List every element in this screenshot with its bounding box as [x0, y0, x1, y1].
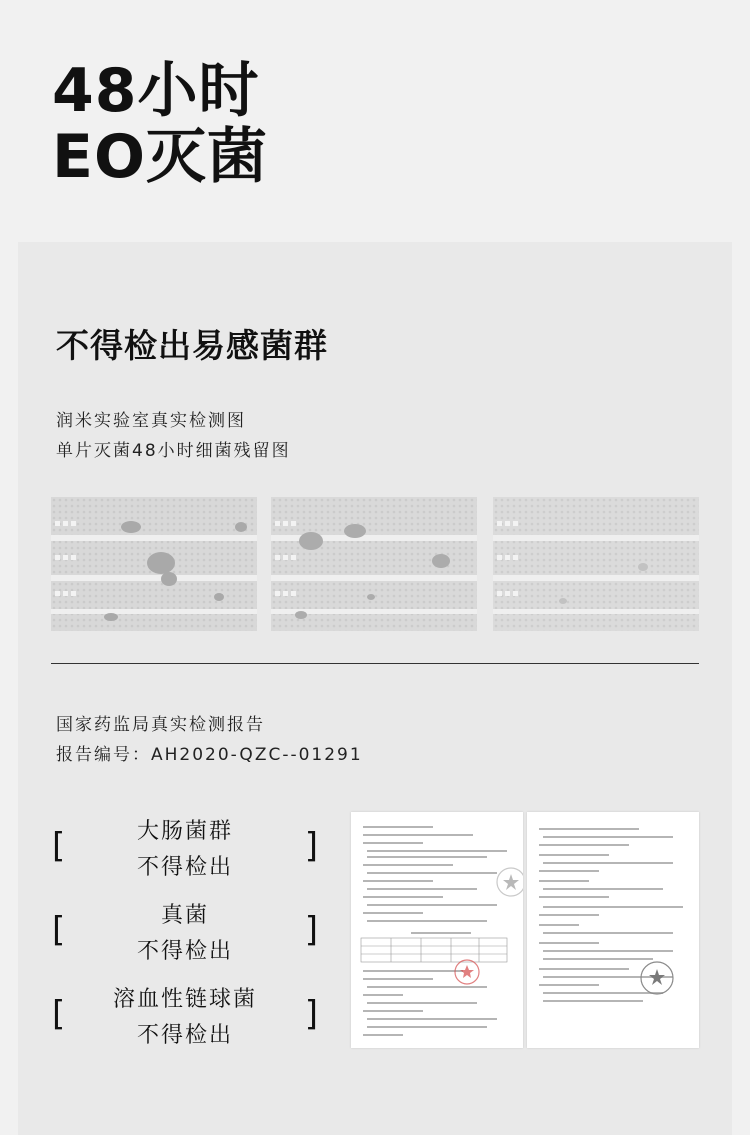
lab-caption-line-2: 单片灭菌48小时细菌残留图: [56, 441, 291, 461]
result-item-status: 不得检出: [136, 939, 233, 964]
result-streptococcus: [52, 982, 318, 1056]
result-fungi: [52, 898, 318, 972]
result-item-status: 不得检出: [136, 855, 233, 880]
report-caption-line-1: 国家药监局真实检测报告: [56, 715, 265, 735]
result-item-name: 真菌: [160, 903, 209, 928]
right-bracket: ]: [304, 910, 318, 950]
left-bracket: [: [52, 910, 66, 950]
result-item-status: 不得检出: [136, 1023, 233, 1048]
left-bracket: [: [52, 994, 66, 1034]
section-headline: 不得检出易感菌群: [56, 326, 328, 365]
result-item-name: 大肠菌群: [136, 819, 233, 844]
result-coliform: [52, 814, 318, 888]
title-line-1: 48小时: [52, 56, 260, 126]
bacteria-photo-1: [51, 497, 257, 631]
section-divider: [51, 663, 699, 664]
result-item-name: 溶血性链球菌: [112, 987, 257, 1012]
right-bracket: ]: [304, 826, 318, 866]
lab-caption: [56, 406, 291, 466]
right-bracket: ]: [304, 994, 318, 1034]
report-caption: [56, 710, 363, 770]
report-page-2: [527, 812, 699, 1048]
bacteria-photo-2: [271, 497, 477, 631]
report-number: 报告编号：AH2020-QZC--01291: [56, 745, 363, 765]
lab-caption-line-1: 润米实验室真实检测图: [56, 411, 246, 431]
report-page-1: [351, 812, 523, 1048]
main-title: [52, 58, 268, 190]
left-bracket: [: [52, 826, 66, 866]
bacteria-photo-3: [493, 497, 699, 631]
title-line-2: EO灭菌: [52, 122, 268, 192]
